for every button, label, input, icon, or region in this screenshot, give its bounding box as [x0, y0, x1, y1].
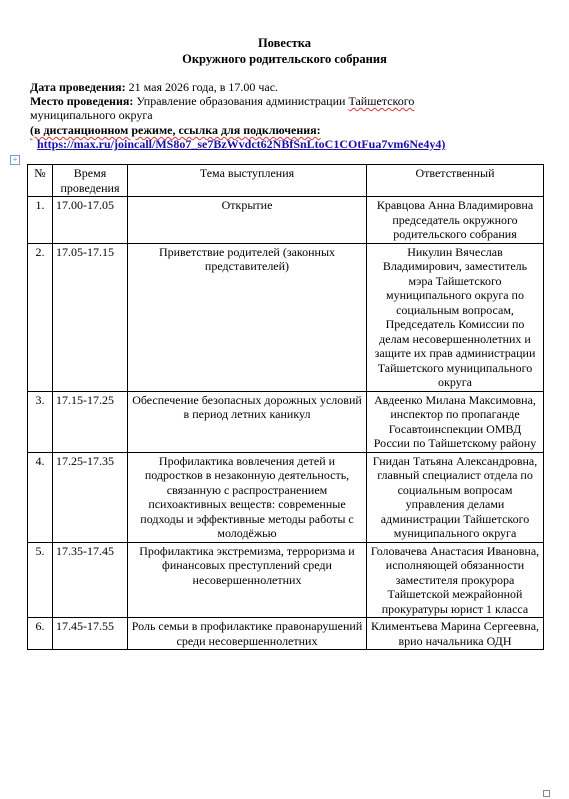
remote-note	[30, 123, 550, 138]
table-row	[28, 452, 544, 542]
row-time: 17.25-17.35	[53, 452, 128, 542]
table-row	[28, 542, 544, 618]
row-responsible: Климентьева Марина Сергеевна, врио начальника ОДН	[367, 618, 544, 650]
date-line	[30, 80, 550, 95]
place-value-town: Тайшетского	[348, 94, 415, 108]
row-time: 17.00-17.05	[53, 197, 128, 244]
row-num: 1.	[28, 197, 53, 244]
row-topic: Обеспечение безопасных дорожных условий в период летних каникул	[128, 391, 367, 452]
header-topic: Тема выступления	[128, 165, 367, 197]
row-num: 3.	[28, 391, 53, 452]
place-line	[30, 94, 550, 109]
row-time: 17.45-17.55	[53, 618, 128, 650]
document-subtitle: Окружного родительского собрания	[182, 52, 387, 66]
row-time: 17.05-17.15	[53, 243, 128, 391]
table-row	[28, 391, 544, 452]
row-topic: Открытие	[128, 197, 367, 244]
row-num: 2.	[28, 243, 53, 391]
row-num: 4.	[28, 452, 53, 542]
row-topic: Приветствие родителей (законных представителей)	[128, 243, 367, 391]
table-move-handle-icon[interactable]: +	[10, 155, 20, 165]
row-topic: Профилактика вовлечения детей и подростков в незаконную деятельность, связанную с распространением психоактивных веществ: современные подходы и эффективные методы работы с молодёжью	[128, 452, 367, 542]
date-value: 21 мая 2026 года, в 17.00 час.	[125, 80, 279, 94]
row-responsible: Никулин Вячеслав Владимирович, заместитель мэра Тайшетского муниципального округа по социальным вопросам, Председатель Комиссии по делам несовершеннолетних и защите их прав администрации Тайшетского муниципального округа	[367, 243, 544, 391]
row-time: 17.15-17.25	[53, 391, 128, 452]
row-topic: Роль семьи в профилактике правонарушений среди несовершеннолетних	[128, 618, 367, 650]
agenda-table	[27, 164, 544, 650]
row-time: 17.35-17.45	[53, 542, 128, 618]
row-responsible: Головачева Анастасия Ивановна, исполняющей обязанности заместителя прокурора Тайшетской межрайонной прокуратуры юрист 1 класса	[367, 542, 544, 618]
row-num: 6.	[28, 618, 53, 650]
join-call-link[interactable]: https://max.ru/joincall/MS8o7_se7BzWvdct62NBfSnLtoC1COtFua7vm6Ne4y4)	[37, 137, 446, 151]
table-header-row	[28, 165, 544, 197]
row-num: 5.	[28, 542, 53, 618]
row-topic: Профилактика экстремизма, терроризма и финансовых преступлений среди несовершеннолетних	[128, 542, 367, 618]
date-label: Дата проведения:	[30, 80, 126, 94]
row-responsible: Кравцова Анна Владимировна председатель окружного родительского собрания	[367, 197, 544, 244]
row-responsible: Гнидан Татьяна Александровна, главный специалист отдела по социальным вопросам управления делами администрации Тайшетского муниципального округа	[367, 452, 544, 542]
header-num: №	[28, 165, 53, 197]
remote-note-text: (в дистанционном режиме, ссылка для подключения:	[30, 123, 321, 137]
header-time: Время проведения	[53, 165, 128, 197]
header-responsible: Ответственный	[367, 165, 544, 197]
table-row	[28, 243, 544, 391]
place-label: Место проведения:	[30, 94, 134, 108]
place-value: Управление образования администрации	[133, 94, 349, 108]
row-responsible: Авдеенко Милана Максимовна, инспектор по пропаганде Госавтоинспекции ОМВД России по Тайшетскому району	[367, 391, 544, 452]
document-title: Повестка	[257, 36, 312, 50]
table-row	[28, 197, 544, 244]
table-row	[28, 618, 544, 650]
table-end-marker	[543, 790, 550, 797]
place-line-2: муниципального округа	[30, 108, 153, 122]
